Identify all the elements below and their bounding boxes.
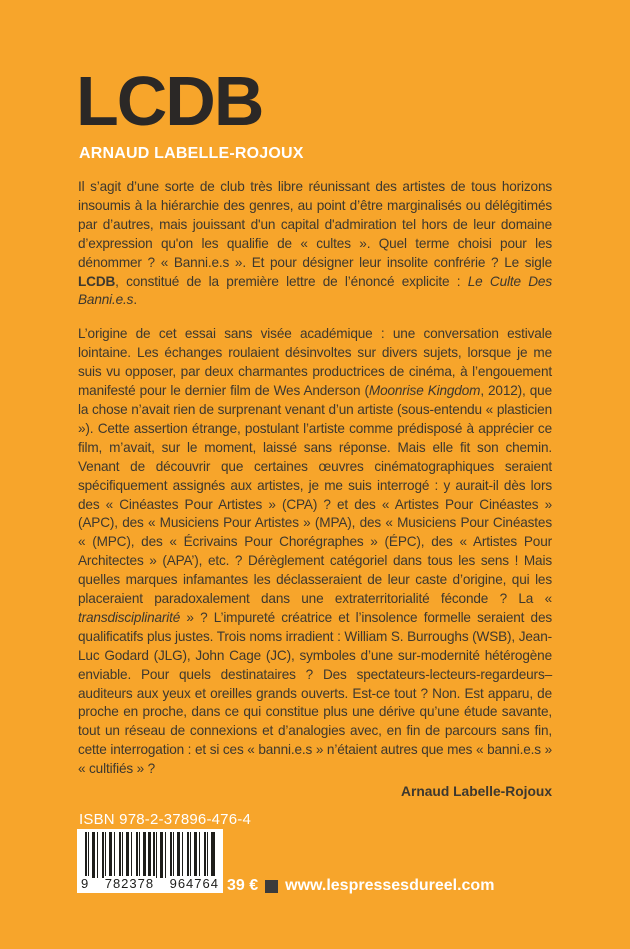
barcode-digit-first: 9 <box>81 876 90 891</box>
publisher-website: www.lespressesdureel.com <box>285 877 495 894</box>
isbn-label: ISBN 978-2-37896-476-4 <box>79 811 252 828</box>
signature: Arnaud Labelle-Rojoux <box>400 784 552 800</box>
synopsis-text <box>78 178 552 802</box>
synopsis-paragraph-1: Il s’agit d’une sorte de club très libre réunissant des artistes de tous horizons insoumis à la hiérarchie des genres, au point d’être marginalisés ou délégitimés par d’autres, mais jouissant d'un capital d'admiration tel hors de leur domaine d’expression qu'on les qualifie de « cultes ». Quel terme choisi pour les dénommer ? « Banni.e.s ». Et pour désigner leur insolite confrérie ? Le sigle LCDB, constitué de la première lettre de l’énoncé explicite : Le Culte Des Banni.e.s. <box>78 179 552 308</box>
barcode-digit-group-2: 964764 <box>169 876 219 891</box>
ean-barcode <box>77 829 223 893</box>
book-title: LCDB <box>76 62 263 140</box>
square-icon <box>265 880 278 893</box>
barcode-digits <box>80 876 220 891</box>
book-author: ARNAUD LABELLE-ROJOUX <box>79 145 304 162</box>
synopsis-paragraph-2: L’origine de cet essai sans visée académique : une conversation estivale lointaine. Les échanges roulaient désinvoltes sur divers sujets, lorsque je me suis vu opposer, par deux charmantes productrices de cinéma, à l’engouement manifesté pour le dernier film de Wes Anderson (Moonrise Kingdom, 2012), que la chose n’avait rien de surprenant venant d’un artiste (sous-entendu « plasticien »). Cette assertion étrange, postulant l’artiste comme prédisposé à apprécier ce film, m’avait, sur le moment, laissé sans réponse. Mais elle fit son chemin. Venant de découvrir que certaines œuvres cinématographiques seraient spécifiquement assignés aux artistes, je me suis interrogé : y aurait-il dès lors des « Cinéastes Pour Artistes » (CPA) ? et des « Artistes Pour Cinéastes » (APC), des « Musiciens Pour Artistes » (MPA), des « Musiciens Pour Cinéastes « (MPC), des « Écrivains Pour Chorégraphes » (ÉPC), des « Artistes Pour Architectes » (APA’), etc. ? Dérèglement catégoriel dans tous les sens ! Mais quelles marques infamantes les déclasseraient de leur caste d’origine, qui les placeraient paradoxalement dans une extraterritorialité féconde ? La « transdisciplinarité » ? L’impureté créatrice et l’insolence formelle seraient des qualificatifs plus justes. Trois noms irradient : William S. Burroughs (WSB), Jean-Luc Godard (JLG), John Cage (JC), symboles d’une sur-modernité hétérogène enviable. Pour quels destinataires ? Des spectateurs-lecteurs-regardeurs–auditeurs aux yeux et oreilles grands ouverts. Est-ce tout ? Non. Est apparu, de proche en proche, dans ce qui constitue plus une dérive qu’une étude savante, tout un réseau de connexions et d’analogies avec, en fin de parcours sans fin, cette interrogation : et si ces « banni.e.s » n’étaient autres que mes « banni.e.s » « cultifiés » ? <box>78 326 552 777</box>
barcode-digit-group-1: 782378 <box>104 876 155 891</box>
price-label: 39 € <box>227 877 259 894</box>
price-website-row <box>227 877 494 895</box>
